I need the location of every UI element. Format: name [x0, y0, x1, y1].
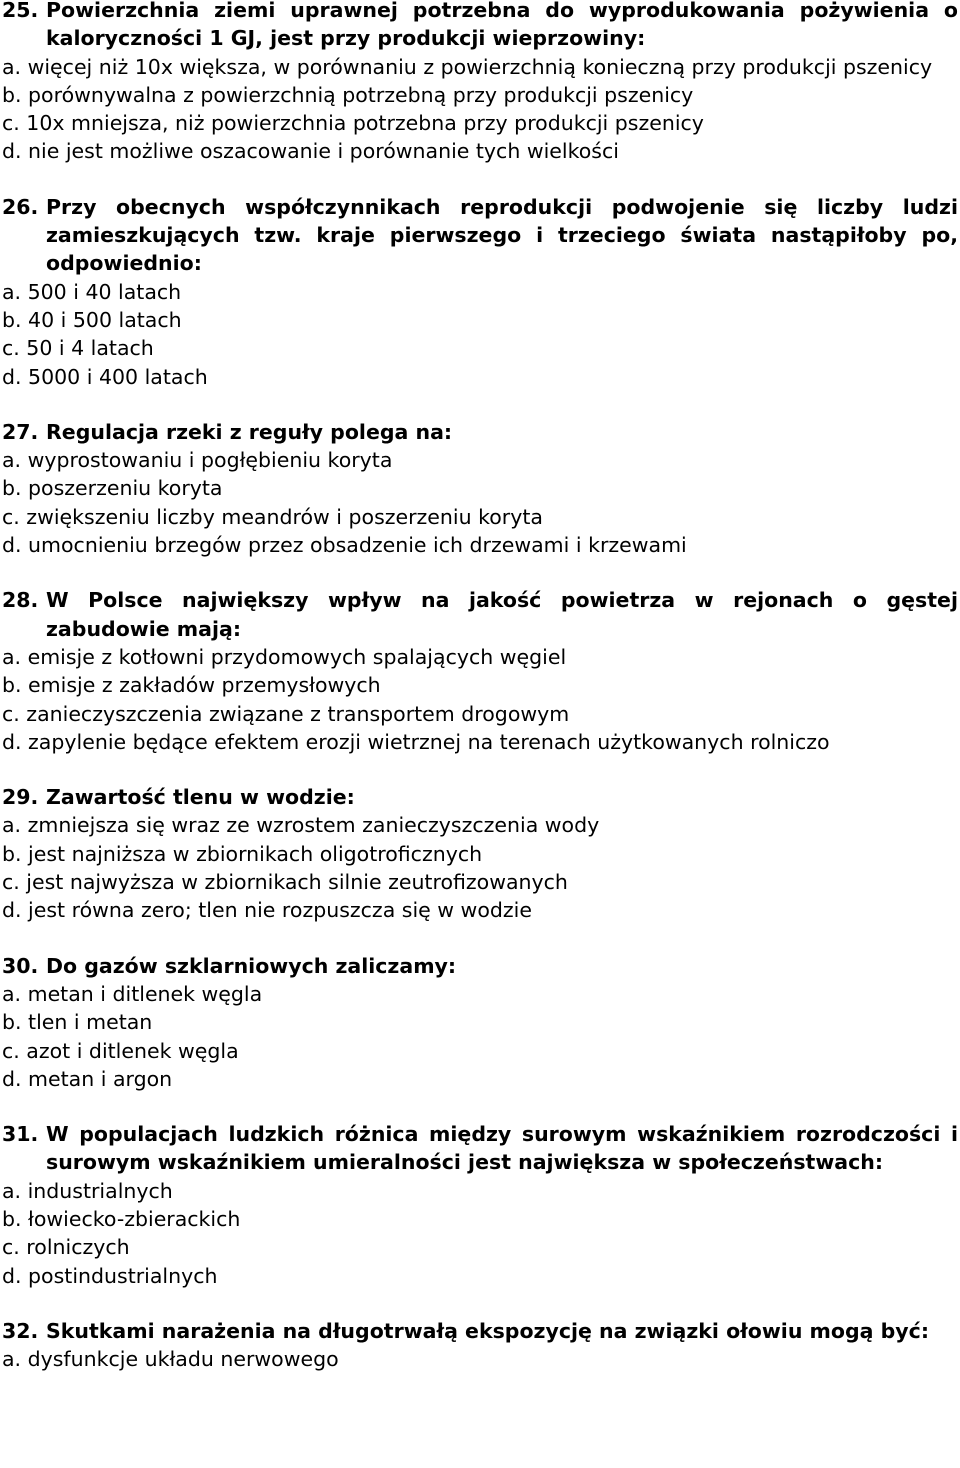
question-30 [2, 952, 958, 1093]
question-number: 25. [2, 0, 39, 22]
answer-option: b. jest najniższa w zbiornikach oligotroficznych [2, 841, 483, 866]
question-text: Przy obecnych współczynnikach reprodukcji podwojenie się liczby ludzi zamieszkujących tzw. kraje pierwszego i trzeciego świata nastąpiłoby po, odpowiednio: [46, 194, 958, 276]
answer-option: d. metan i argon [2, 1066, 173, 1091]
answer-option: a. emisje z kotłowni przydomowych spalających węgiel [2, 644, 567, 669]
answer-option: a. zmniejsza się wraz ze wzrostem zanieczyszczenia wody [2, 813, 600, 838]
question-text: Zawartość tlenu w wodzie: [46, 785, 355, 810]
answer-option: b. porównywalna z powierzchnią potrzebną przy produkcji pszenicy [2, 82, 694, 107]
answer-option: c. azot i ditlenek węgla [2, 1038, 239, 1063]
question-text: Do gazów szklarniowych zaliczamy: [46, 953, 457, 978]
answer-option: d. zapylenie będące efektem erozji wietrznej na terenach użytkowanych rolniczo [2, 729, 830, 754]
answer-option: d. postindustrialnych [2, 1263, 218, 1288]
answer-option: d. jest równa zero; tlen nie rozpuszcza się w wodzie [2, 898, 532, 923]
question-26 [2, 193, 958, 391]
question-25 [2, 0, 958, 166]
question-27 [2, 418, 958, 559]
answer-option: b. łowiecko-zbierackich [2, 1206, 241, 1231]
question-number: 32. [2, 1318, 39, 1343]
question-heading [2, 586, 958, 643]
question-number: 29. [2, 785, 39, 810]
answer-option: c. 50 i 4 latach [2, 336, 154, 361]
answer-option: c. 10x mniejsza, niż powierzchnia potrzebna przy produkcji pszenicy [2, 111, 704, 136]
answer-option: b. poszerzeniu koryta [2, 476, 223, 501]
answer-option: b. emisje z zakładów przemysłowych [2, 673, 381, 698]
answer-option: b. 40 i 500 latach [2, 307, 182, 332]
question-text: Skutkami narażenia na długotrwałą ekspozycję na związki ołowiu mogą być: [46, 1318, 930, 1343]
answer-option: d. nie jest możliwe oszacowanie i porównanie tych wielkości [2, 139, 619, 164]
question-number: 27. [2, 419, 39, 444]
question-heading [2, 0, 958, 53]
question-number: 26. [2, 194, 39, 219]
question-text: Regulacja rzeki z reguły polega na: [46, 419, 453, 444]
question-heading [2, 1317, 958, 1345]
question-heading [2, 783, 958, 811]
answer-option: a. 500 i 40 latach [2, 279, 182, 304]
answer-option: d. 5000 i 400 latach [2, 364, 208, 389]
question-28 [2, 586, 958, 756]
question-text: W Polsce największy wpływ na jakość powietrza w rejonach o gęstej zabudowie mają: [46, 588, 958, 641]
question-31 [2, 1120, 958, 1290]
answer-option: a. industrialnych [2, 1178, 173, 1203]
question-number: 31. [2, 1122, 39, 1147]
question-32 [2, 1317, 958, 1374]
question-heading [2, 418, 958, 446]
answer-option: a. metan i ditlenek węgla [2, 981, 263, 1006]
question-29 [2, 783, 958, 924]
answer-option: c. jest najwyższa w zbiornikach silnie zeutrofizowanych [2, 870, 568, 895]
question-heading [2, 1120, 958, 1177]
answer-option: c. zanieczyszczenia związane z transportem drogowym [2, 701, 570, 726]
question-text: Powierzchnia ziemi uprawnej potrzebna do wyprodukowania pożywienia o kaloryczności 1 GJ, jest przy produkcji wieprzowiny: [46, 0, 958, 51]
question-heading [2, 193, 958, 278]
question-number: 30. [2, 953, 39, 978]
answer-option: b. tlen i metan [2, 1010, 153, 1035]
answer-option: c. zwiększeniu liczby meandrów i poszerzeniu koryta [2, 504, 543, 529]
answer-option: a. wyprostowaniu i pogłębieniu koryta [2, 448, 393, 473]
answer-option: d. umocnieniu brzegów przez obsadzenie ich drzewami i krzewami [2, 533, 687, 558]
answer-option: c. rolniczych [2, 1235, 130, 1260]
answer-option: a. więcej niż 10x większa, w porównaniu z powierzchnią konieczną przy produkcji pszenicy [2, 54, 933, 79]
question-text: W populacjach ludzkich różnica między surowym wskaźnikiem rozrodczości i surowym wskaźnikiem umieralności jest największa w społeczeństwach: [46, 1122, 958, 1175]
answer-option: a. dysfunkcje układu nerwowego [2, 1347, 339, 1372]
question-heading [2, 952, 958, 980]
question-number: 28. [2, 588, 39, 613]
